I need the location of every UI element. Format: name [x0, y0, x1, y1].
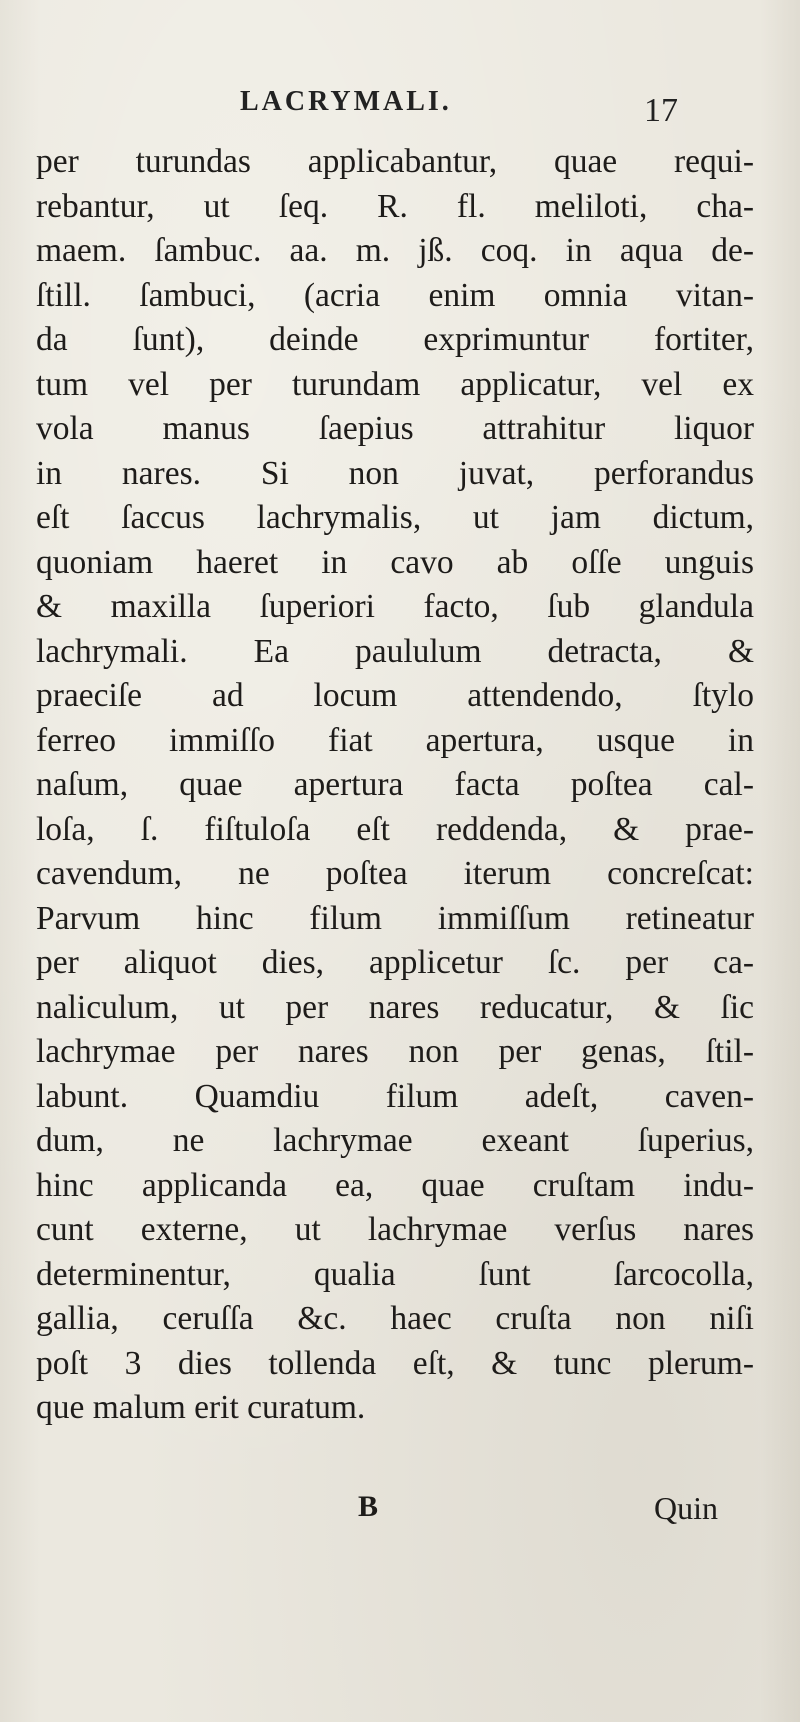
text-line: gallia, ceruſſa &c. haec cruſta non niſi — [36, 1300, 754, 1337]
text-line: rebantur, ut ſeq. R. fl. meliloti, cha- — [36, 187, 754, 225]
signature-mark: B — [358, 1490, 379, 1523]
catchword: Quin — [654, 1490, 718, 1526]
body-text — [36, 140, 754, 1431]
text-line: maem. ſambuc. aa. m. jß. coq. in aqua de- — [36, 232, 754, 269]
text-line: hinc applicanda ea, quae cruſtam indu- — [36, 1166, 754, 1204]
text-line: Parvum hinc filum immiſſum retineatur — [36, 899, 754, 937]
running-title: LACRYMALI. — [240, 86, 452, 117]
text-line: da ſunt), deinde exprimuntur fortiter, — [36, 321, 754, 358]
text-line: lachrymali. Ea paululum detracta, & — [36, 632, 754, 670]
text-line: per aliquot dies, applicetur ſc. per ca- — [36, 944, 754, 981]
text-line: vola manus ſaepius attrahitur liquor — [36, 410, 754, 447]
text-line: ferreo immiſſo fiat apertura, usque in — [36, 721, 754, 759]
text-line: poſt 3 dies tollenda eſt, & tunc plerum- — [36, 1344, 754, 1382]
text-line: ſtill. ſambuci, (acria enim omnia vitan- — [36, 276, 754, 314]
text-line: loſa, ſ. fiſtuloſa eſt reddenda, & prae- — [36, 810, 754, 848]
text-line: naſum, quae apertura facta poſtea cal- — [36, 766, 754, 803]
text-line: lachrymae per nares non per genas, ſtil- — [36, 1033, 754, 1070]
text-line: eſt ſaccus lachrymalis, ut jam dictum, — [36, 499, 754, 536]
text-line: dum, ne lachrymae exeant ſuperius, — [36, 1122, 754, 1159]
text-line: tum vel per turundam applicatur, vel ex — [36, 365, 754, 403]
text-line: labunt. Quamdiu filum adeſt, caven- — [36, 1077, 754, 1115]
text-line: per turundas applicabantur, quae requi- — [36, 143, 754, 180]
page-number: 17 — [644, 92, 678, 129]
text-line: & maxilla ſuperiori facto, ſub glandula — [36, 588, 754, 625]
text-line: quoniam haeret in cavo ab oſſe unguis — [36, 543, 754, 581]
text-line: praeciſe ad locum attendendo, ſtylo — [36, 677, 754, 714]
text-line: determinentur, qualia ſunt ſarcocolla, — [36, 1255, 754, 1293]
text-line-last: que malum erit curatum. — [36, 1389, 366, 1426]
text-line: cavendum, ne poſtea iterum concreſcat: — [36, 855, 754, 892]
text-line: cunt externe, ut lachrymae verſus nares — [36, 1211, 754, 1248]
text-line: in nares. Si non juvat, perforandus — [36, 454, 754, 492]
running-head — [0, 78, 800, 138]
page-footer — [0, 1490, 800, 1540]
text-line: naliculum, ut per nares reducatur, & ſic — [36, 988, 754, 1026]
